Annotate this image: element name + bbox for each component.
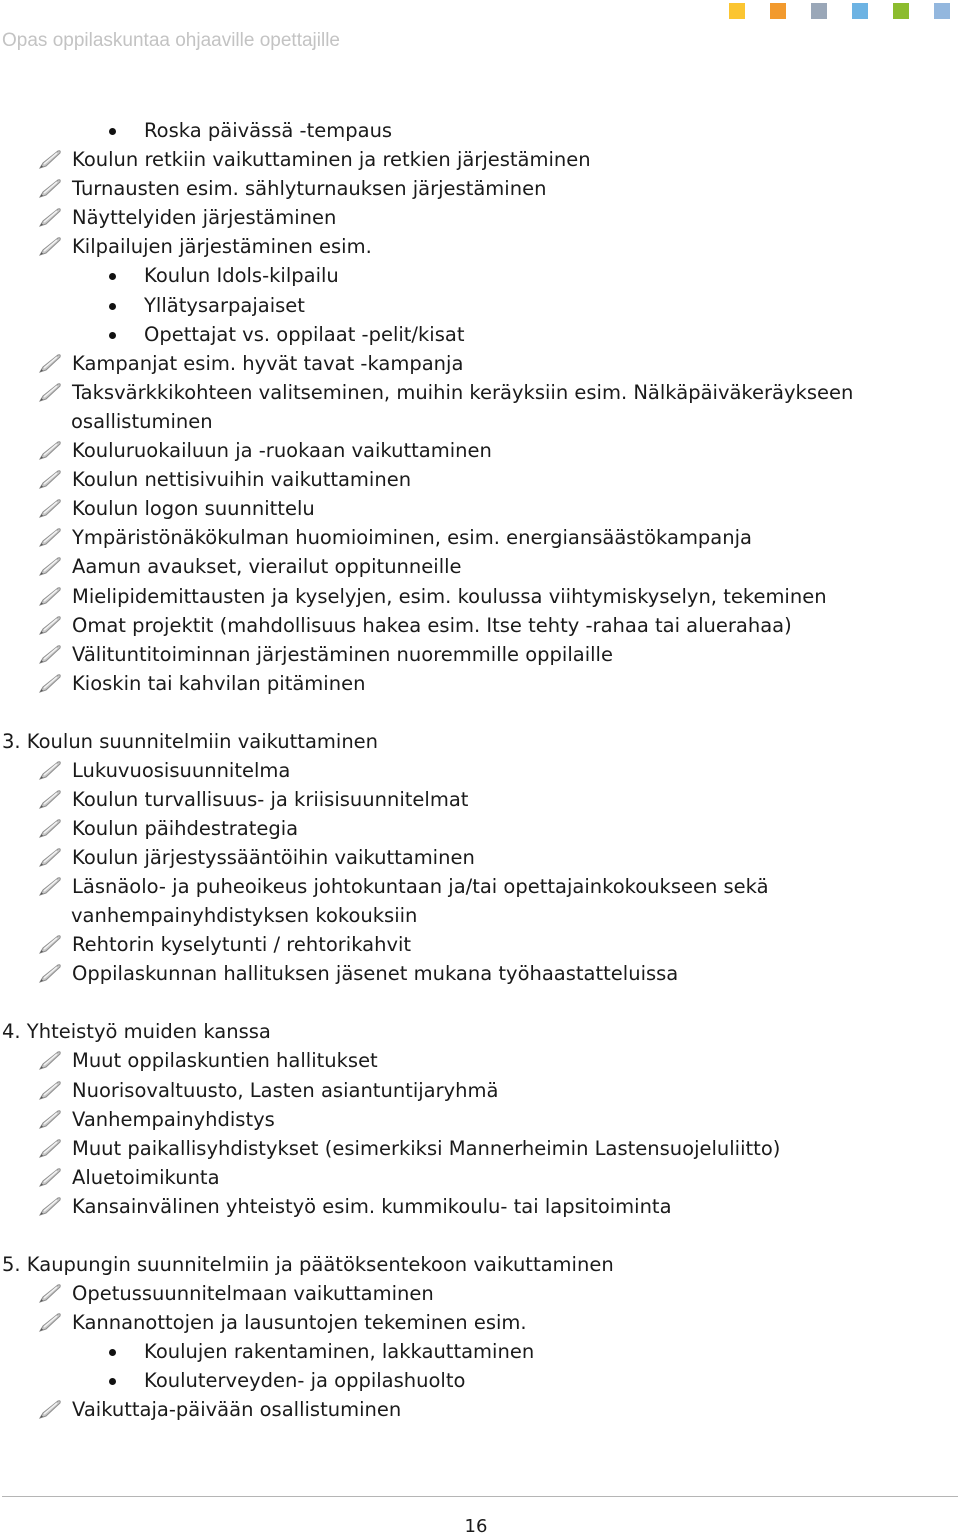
- list-item-continuation: [0, 407, 960, 436]
- list-item: [0, 756, 960, 785]
- pencil-bullet-icon: [38, 469, 62, 489]
- list-item-text: Opetussuunnitelmaan vaikuttaminen: [72, 1281, 434, 1305]
- section-heading: [0, 1250, 960, 1279]
- section-heading: [0, 1017, 960, 1046]
- pencil-bullet-icon: [38, 644, 62, 664]
- list-item: [0, 465, 960, 494]
- pencil-bullet-icon: [38, 498, 62, 518]
- list-item-text: Omat projektit (mahdollisuus hakea esim. Itse tehty -rahaa tai aluerahaa): [72, 613, 792, 637]
- document-body: [0, 116, 960, 1424]
- list-item-continuation: [0, 901, 960, 930]
- bullet-dot-icon: [109, 332, 116, 339]
- sub-bullet-item: [0, 320, 960, 349]
- section-heading: [0, 727, 960, 756]
- list-item: [0, 959, 960, 988]
- section-heading-text: 5. Kaupungin suunnitelmiin ja päätöksentekoon vaikuttaminen: [2, 1252, 614, 1276]
- list-item-continuation-text: vanhempainyhdistyksen kokouksiin: [71, 904, 418, 928]
- list-item: [0, 232, 960, 261]
- list-item-text: Lukuvuosisuunnitelma: [72, 758, 291, 782]
- list-item-text: Mielipidemittausten ja kyselyjen, esim. koulussa viihtymiskyselyn, tekeminen: [72, 584, 827, 608]
- pencil-bullet-icon: [38, 1167, 62, 1187]
- sub-bullet-item-text: Yllätysarpajaiset: [144, 293, 305, 317]
- list-item: [0, 1046, 960, 1075]
- list-item: [0, 349, 960, 378]
- section-heading-text: 4. Yhteistyö muiden kanssa: [2, 1020, 271, 1044]
- sub-bullet-item-text: Koulujen rakentaminen, lakkauttaminen: [144, 1340, 535, 1364]
- list-item: [0, 1076, 960, 1105]
- list-item-text: Muut paikallisyhdistykset (esimerkiksi Mannerheimin Lastensuojeluliitto): [72, 1136, 781, 1160]
- color-square-yellow: [729, 3, 745, 19]
- bullet-dot-icon: [109, 273, 116, 280]
- list-item-text: Oppilaskunnan hallituksen jäsenet mukana työhaastatteluissa: [72, 962, 679, 986]
- bullet-dot-icon: [109, 128, 116, 135]
- list-item: [0, 436, 960, 465]
- list-item: [0, 1279, 960, 1308]
- list-item-text: Koulun turvallisuus- ja kriisisuunnitelmat: [72, 787, 469, 811]
- pencil-bullet-icon: [38, 382, 62, 402]
- list-item: [0, 145, 960, 174]
- sub-bullet-item: [0, 291, 960, 320]
- list-item: [0, 843, 960, 872]
- list-item-text: Kansainvälinen yhteistyö esim. kummikoulu- tai lapsitoiminta: [72, 1194, 672, 1218]
- list-item: [0, 669, 960, 698]
- list-item: [0, 1163, 960, 1192]
- list-item-text: Koulun päihdestrategia: [72, 816, 299, 840]
- pencil-bullet-icon: [38, 1399, 62, 1419]
- sub-bullet-item: [0, 1337, 960, 1366]
- pencil-bullet-icon: [38, 1283, 62, 1303]
- list-item: [0, 930, 960, 959]
- list-item-text: Taksvärkkikohteen valitseminen, muihin keräyksiin esim. Nälkäpäiväkeräykseen: [72, 380, 854, 404]
- list-item: [0, 174, 960, 203]
- list-item: [0, 582, 960, 611]
- color-square-sky: [852, 3, 868, 19]
- section-gap: [0, 698, 960, 727]
- list-item: [0, 552, 960, 581]
- list-item: [0, 640, 960, 669]
- document-header-title: Opas oppilaskuntaa ohjaaville opettajille: [2, 30, 341, 51]
- list-item: [0, 203, 960, 232]
- list-item-text: Kioskin tai kahvilan pitäminen: [72, 671, 366, 695]
- header-color-squares: [729, 3, 950, 19]
- sub-bullet-item: [0, 261, 960, 290]
- list-item-text: Turnausten esim. sählyturnauksen järjestäminen: [72, 177, 547, 201]
- pencil-bullet-icon: [38, 876, 62, 896]
- list-item-text: Läsnäolo- ja puheoikeus johtokuntaan ja/tai opettajainkokoukseen sekä: [72, 875, 769, 899]
- color-square-grey: [811, 3, 827, 19]
- bullet-dot-icon: [109, 1349, 116, 1356]
- list-item-text: Vanhempainyhdistys: [72, 1107, 275, 1131]
- pencil-bullet-icon: [38, 847, 62, 867]
- color-square-orange: [770, 3, 786, 19]
- pencil-bullet-icon: [38, 1109, 62, 1129]
- list-item: [0, 611, 960, 640]
- pencil-bullet-icon: [38, 556, 62, 576]
- list-item-text: Rehtorin kyselytunti / rehtorikahvit: [72, 933, 412, 957]
- list-item: [0, 523, 960, 552]
- color-square-blue: [934, 3, 950, 19]
- pencil-bullet-icon: [38, 934, 62, 954]
- section-heading-text: 3. Koulun suunnitelmiin vaikuttaminen: [2, 729, 379, 753]
- list-item: [0, 1192, 960, 1221]
- list-item-text: Vaikuttaja-päivään osallistuminen: [72, 1398, 402, 1422]
- list-item: [0, 1134, 960, 1163]
- sub-bullet-item-text: Koulun Idols-kilpailu: [144, 264, 339, 288]
- list-item: [0, 872, 960, 901]
- pencil-bullet-icon: [38, 1080, 62, 1100]
- footer-divider: [2, 1496, 958, 1497]
- list-item: [0, 1308, 960, 1337]
- list-item: [0, 1105, 960, 1134]
- pencil-bullet-icon: [38, 1196, 62, 1216]
- section-gap: [0, 1221, 960, 1250]
- list-item: [0, 378, 960, 407]
- pencil-bullet-icon: [38, 963, 62, 983]
- list-item-continuation-text: osallistuminen: [71, 409, 213, 433]
- pencil-bullet-icon: [38, 818, 62, 838]
- pencil-bullet-icon: [38, 440, 62, 460]
- section-gap: [0, 989, 960, 1018]
- sub-bullet-item: [0, 1366, 960, 1395]
- pencil-bullet-icon: [38, 760, 62, 780]
- pencil-bullet-icon: [38, 149, 62, 169]
- pencil-bullet-icon: [38, 789, 62, 809]
- color-square-green: [893, 3, 909, 19]
- list-item-text: Koulun järjestyssääntöihin vaikuttaminen: [72, 846, 475, 870]
- bullet-dot-icon: [109, 303, 116, 310]
- list-item-text: Koulun logon suunnittelu: [72, 497, 315, 521]
- list-item-text: Kampanjat esim. hyvät tavat -kampanja: [72, 351, 464, 375]
- pencil-bullet-icon: [38, 1138, 62, 1158]
- pencil-bullet-icon: [38, 1312, 62, 1332]
- pencil-bullet-icon: [38, 615, 62, 635]
- list-item-text: Aluetoimikunta: [72, 1165, 220, 1189]
- pencil-bullet-icon: [38, 353, 62, 373]
- list-item-text: Kilpailujen järjestäminen esim.: [72, 235, 372, 259]
- list-item-text: Nuorisovaltuusto, Lasten asiantuntijaryhmä: [72, 1078, 499, 1102]
- list-item-text: Välituntitoiminnan järjestäminen nuoremmille oppilaille: [72, 642, 613, 666]
- list-item: [0, 785, 960, 814]
- pencil-bullet-icon: [38, 207, 62, 227]
- sub-bullet-item-text: Kouluterveyden- ja oppilashuolto: [144, 1369, 466, 1393]
- list-item-text: Ympäristönäkökulman huomioiminen, esim. energiansäästökampanja: [72, 526, 752, 550]
- pencil-bullet-icon: [38, 527, 62, 547]
- list-item: [0, 1395, 960, 1424]
- page-number: 16: [464, 1516, 488, 1537]
- pencil-bullet-icon: [38, 178, 62, 198]
- list-item-text: Koulun retkiin vaikuttaminen ja retkien järjestäminen: [72, 148, 591, 172]
- list-item-text: Näyttelyiden järjestäminen: [72, 206, 337, 230]
- list-item: [0, 494, 960, 523]
- list-item-text: Kannanottojen ja lausuntojen tekeminen esim.: [72, 1310, 527, 1334]
- sub-bullet-item-text: Opettajat vs. oppilaat -pelit/kisat: [144, 322, 465, 346]
- sub-bullet-item-text: Roska päivässä -tempaus: [144, 119, 393, 142]
- list-item-text: Koulun nettisivuihin vaikuttaminen: [72, 468, 412, 492]
- list-item-text: Kouluruokailuun ja -ruokaan vaikuttaminen: [72, 439, 492, 463]
- list-item-text: Aamun avaukset, vierailut oppitunneille: [72, 555, 462, 579]
- pencil-bullet-icon: [38, 673, 62, 693]
- list-item-text: Muut oppilaskuntien hallitukset: [72, 1049, 378, 1073]
- pencil-bullet-icon: [38, 236, 62, 256]
- list-item: [0, 814, 960, 843]
- pencil-bullet-icon: [38, 586, 62, 606]
- sub-bullet-item: [0, 116, 960, 145]
- bullet-dot-icon: [109, 1378, 116, 1385]
- pencil-bullet-icon: [38, 1050, 62, 1070]
